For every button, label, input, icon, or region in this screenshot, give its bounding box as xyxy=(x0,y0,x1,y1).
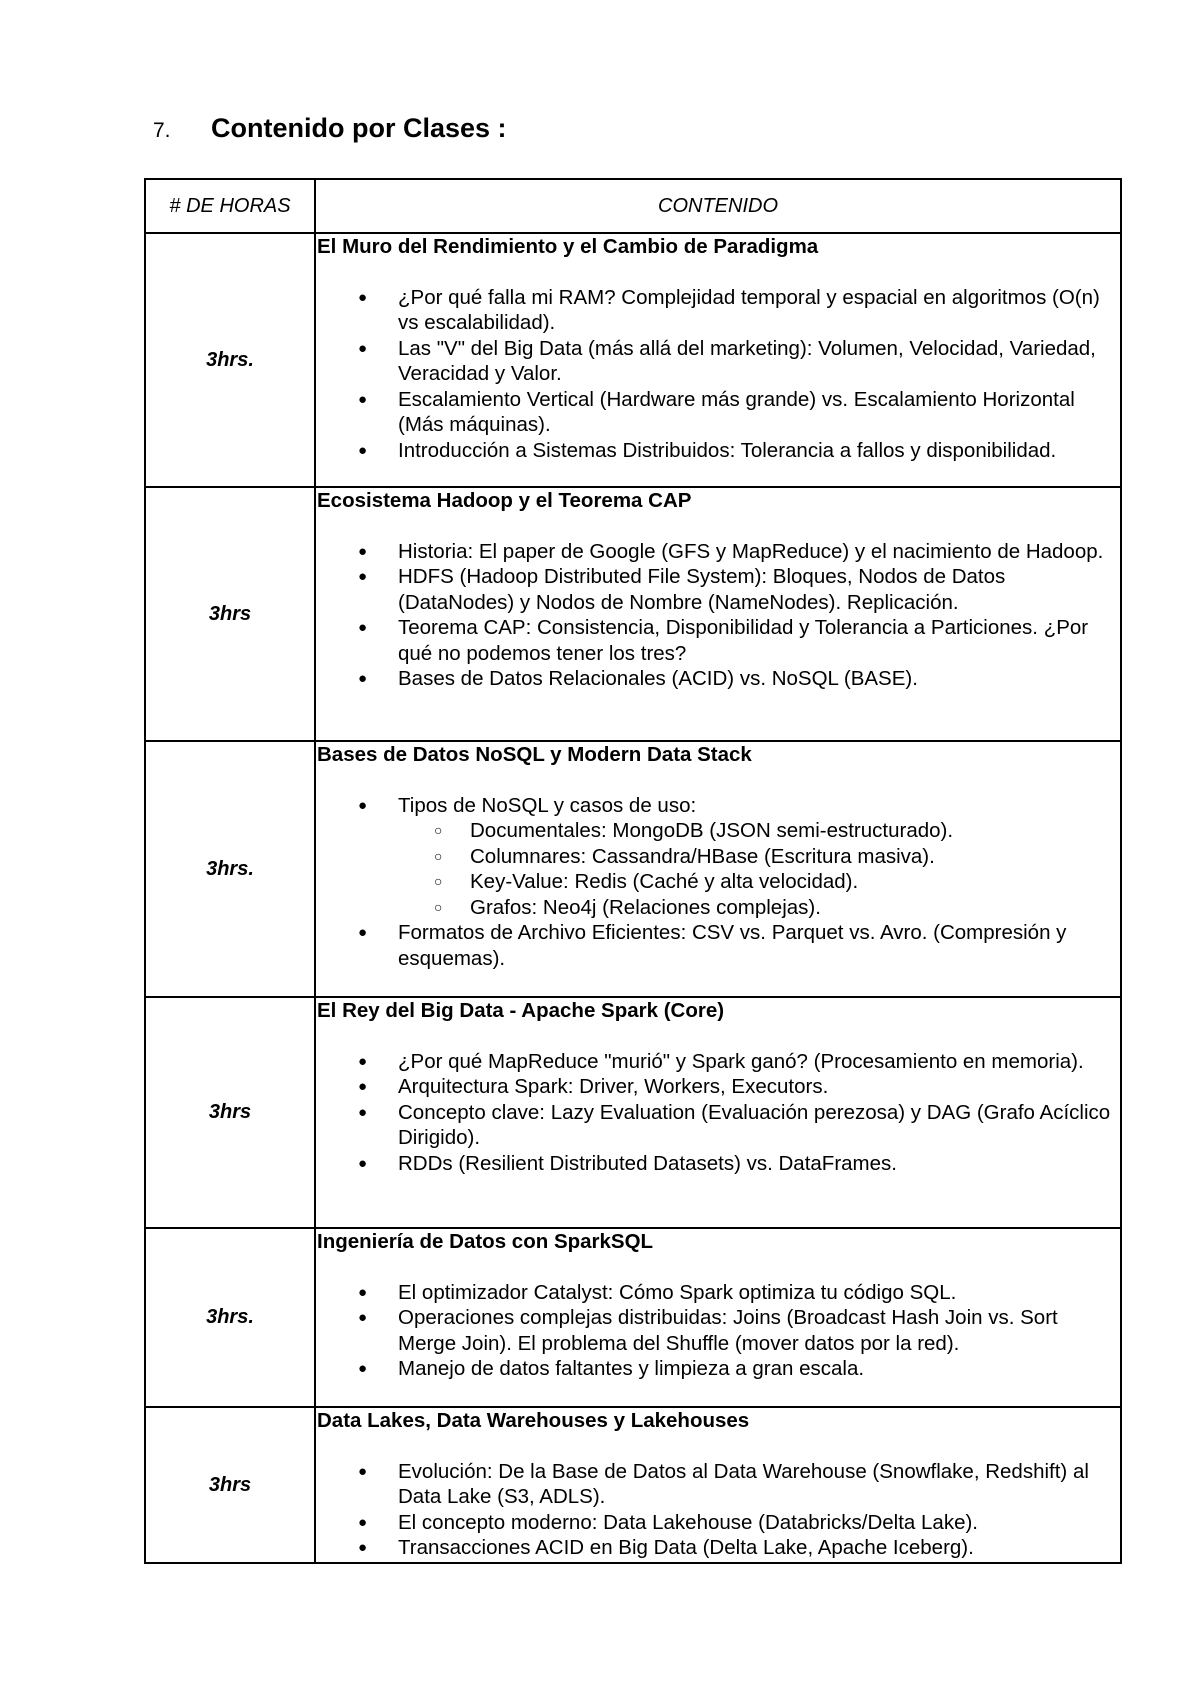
section-title: Contenido por Clases : xyxy=(211,113,507,143)
circle-bullet-icon: ○ xyxy=(434,847,443,864)
list-item xyxy=(316,539,1120,565)
topic-text: Las "V" del Big Data (más allá del marketing): Volumen, Velocidad, Variedad, Veracidad y Valor. xyxy=(398,336,1096,385)
topic-list xyxy=(316,1280,1120,1382)
topic-text: Concepto clave: Lazy Evaluation (Evaluación perezosa) y DAG (Grafo Acíclico Dirigido). xyxy=(398,1100,1111,1149)
topic-text: El optimizador Catalyst: Cómo Spark optimiza tu código SQL. xyxy=(398,1280,957,1304)
circle-bullet-icon: ○ xyxy=(434,822,443,838)
bullet-icon: ● xyxy=(358,441,368,459)
bullet-icon: ● xyxy=(358,1309,368,1326)
table-row xyxy=(145,997,1121,1228)
topic-list xyxy=(316,1459,1120,1561)
list-item xyxy=(316,336,1120,387)
content-cell xyxy=(315,1228,1121,1407)
topic-text: Arquitectura Spark: Driver, Workers, Executors. xyxy=(398,1075,829,1098)
bullet-icon: ● xyxy=(358,1283,368,1301)
topic-text: Formatos de Archivo Eficientes: CSV vs. Parquet vs. Avro. (Compresión y esquemas). xyxy=(398,921,1067,970)
list-item xyxy=(316,1049,1120,1075)
table-header-row xyxy=(145,179,1121,233)
hours-cell: 3hrs xyxy=(145,1407,315,1563)
bullet-icon: ● xyxy=(358,542,368,560)
list-item xyxy=(316,920,1120,971)
topic-text: Tipos de NoSQL y casos de uso: xyxy=(398,793,697,817)
hours-cell: 3hrs. xyxy=(145,741,315,997)
content-cell xyxy=(315,1407,1121,1563)
hours-cell: 3hrs xyxy=(145,997,315,1228)
bullet-icon: ● xyxy=(358,1360,368,1377)
hours-cell: 3hrs. xyxy=(145,233,315,487)
section-heading xyxy=(153,113,507,144)
topic-text: El concepto moderno: Data Lakehouse (Databricks/Delta Lake). xyxy=(398,1510,979,1534)
bullet-icon: ● xyxy=(358,1513,368,1531)
list-item xyxy=(316,438,1120,464)
list-item xyxy=(316,1074,1120,1100)
content-cell xyxy=(315,741,1121,997)
hours-cell: 3hrs xyxy=(145,487,315,741)
list-item xyxy=(316,1356,1120,1382)
bullet-icon: ● xyxy=(358,670,368,687)
table-row xyxy=(145,1407,1121,1563)
topic-text: HDFS (Hadoop Distributed File System): Bloques, Nodos de Datos (DataNodes) y Nodos de Nombre (NameNodes). Replicación. xyxy=(398,565,1006,614)
subtopic-text: Key-Value: Redis (Caché y alta velocidad). xyxy=(470,870,859,893)
bullet-icon: ● xyxy=(358,390,368,408)
bullet-icon: ● xyxy=(358,796,368,814)
header-content: CONTENIDO xyxy=(315,179,1121,233)
topic-list xyxy=(316,793,1120,972)
list-item xyxy=(316,564,1120,615)
class-title: Data Lakes, Data Warehouses y Lakehouses xyxy=(317,1409,750,1432)
bullet-icon: ● xyxy=(358,1539,368,1556)
bullet-icon: ● xyxy=(358,1462,368,1480)
topic-text: Evolución: De la Base de Datos al Data Warehouse (Snowflake, Redshift) al Data Lake (S3, ADLS). xyxy=(398,1459,1089,1508)
sublist-item xyxy=(398,818,1114,844)
bullet-icon: ● xyxy=(358,1154,368,1172)
bullet-icon: ● xyxy=(358,1052,368,1070)
list-item xyxy=(316,285,1120,336)
topic-text: Teorema CAP: Consistencia, Disponibilidad y Tolerancia a Particiones. ¿Por qué no podemos tener los tres? xyxy=(398,616,1089,665)
circle-bullet-icon: ○ xyxy=(434,898,443,915)
topic-text: Bases de Datos Relacionales (ACID) vs. NoSQL (BASE). xyxy=(398,667,918,690)
topic-text: ¿Por qué falla mi RAM? Complejidad temporal y espacial en algoritmos (O(n) vs escalabilidad). xyxy=(398,285,1100,334)
subtopic-text: Columnares: Cassandra/HBase (Escritura masiva). xyxy=(470,844,935,868)
subtopic-text: Documentales: MongoDB (JSON semi-estructurado). xyxy=(470,819,954,842)
topic-text: Historia: El paper de Google (GFS y MapReduce) y el nacimiento de Hadoop. xyxy=(398,539,1104,563)
topic-text: Escalamiento Vertical (Hardware más grande) vs. Escalamiento Horizontal (Más máquinas). xyxy=(398,387,1075,436)
table-row xyxy=(145,233,1121,487)
class-title: Ingeniería de Datos con SparkSQL xyxy=(317,1230,654,1253)
list-item xyxy=(316,793,1120,921)
topic-text: Operaciones complejas distribuidas: Joins (Broadcast Hash Join vs. Sort Merge Join). El problema del Shuffle (mover datos por la red). xyxy=(398,1306,1058,1355)
section-number: 7. xyxy=(153,119,171,142)
subtopic-list xyxy=(398,818,1114,920)
topic-list xyxy=(316,1049,1120,1177)
content-cell xyxy=(315,487,1121,741)
header-hours: # DE HORAS xyxy=(145,179,315,233)
bullet-icon: ● xyxy=(358,924,368,941)
hours-cell: 3hrs. xyxy=(145,1228,315,1407)
sublist-item xyxy=(398,844,1114,870)
bullet-icon: ● xyxy=(358,1103,368,1121)
bullet-icon: ● xyxy=(358,619,368,636)
list-item xyxy=(316,666,1120,692)
list-item xyxy=(316,1280,1120,1306)
bullet-icon: ● xyxy=(358,568,368,585)
list-item xyxy=(316,1535,1120,1561)
content-cell xyxy=(315,997,1121,1228)
bullet-icon: ● xyxy=(358,1078,368,1095)
bullet-icon: ● xyxy=(358,339,368,357)
sublist-item xyxy=(398,869,1114,895)
circle-bullet-icon: ○ xyxy=(434,873,443,889)
table-row xyxy=(145,487,1121,741)
list-item xyxy=(316,1100,1120,1151)
class-title: El Muro del Rendimiento y el Cambio de Paradigma xyxy=(317,235,819,258)
list-item xyxy=(316,1459,1120,1510)
topic-text: Introducción a Sistemas Distribuidos: Tolerancia a fallos y disponibilidad. xyxy=(398,438,1057,462)
topic-text: Transacciones ACID en Big Data (Delta Lake, Apache Iceberg). xyxy=(398,1536,974,1559)
list-item xyxy=(316,615,1120,666)
list-item xyxy=(316,1151,1120,1177)
list-item xyxy=(316,387,1120,438)
content-cell xyxy=(315,233,1121,487)
sublist-item xyxy=(398,895,1114,921)
topic-text: ¿Por qué MapReduce "murió" y Spark ganó? (Procesamiento en memoria). xyxy=(398,1049,1084,1073)
topic-text: Manejo de datos faltantes y limpieza a gran escala. xyxy=(398,1357,865,1380)
table-row xyxy=(145,741,1121,997)
bullet-icon: ● xyxy=(358,288,368,306)
list-item xyxy=(316,1305,1120,1356)
class-title: Ecosistema Hadoop y el Teorema CAP xyxy=(317,489,692,512)
table-row xyxy=(145,1228,1121,1407)
class-title: Bases de Datos NoSQL y Modern Data Stack xyxy=(317,743,752,766)
topic-list xyxy=(316,285,1120,464)
topic-text: RDDs (Resilient Distributed Datasets) vs. DataFrames. xyxy=(398,1151,897,1175)
class-title: El Rey del Big Data - Apache Spark (Core) xyxy=(317,999,725,1022)
topic-list xyxy=(316,539,1120,692)
content-table xyxy=(144,178,1122,1564)
subtopic-text: Grafos: Neo4j (Relaciones complejas). xyxy=(470,895,821,919)
list-item xyxy=(316,1510,1120,1536)
